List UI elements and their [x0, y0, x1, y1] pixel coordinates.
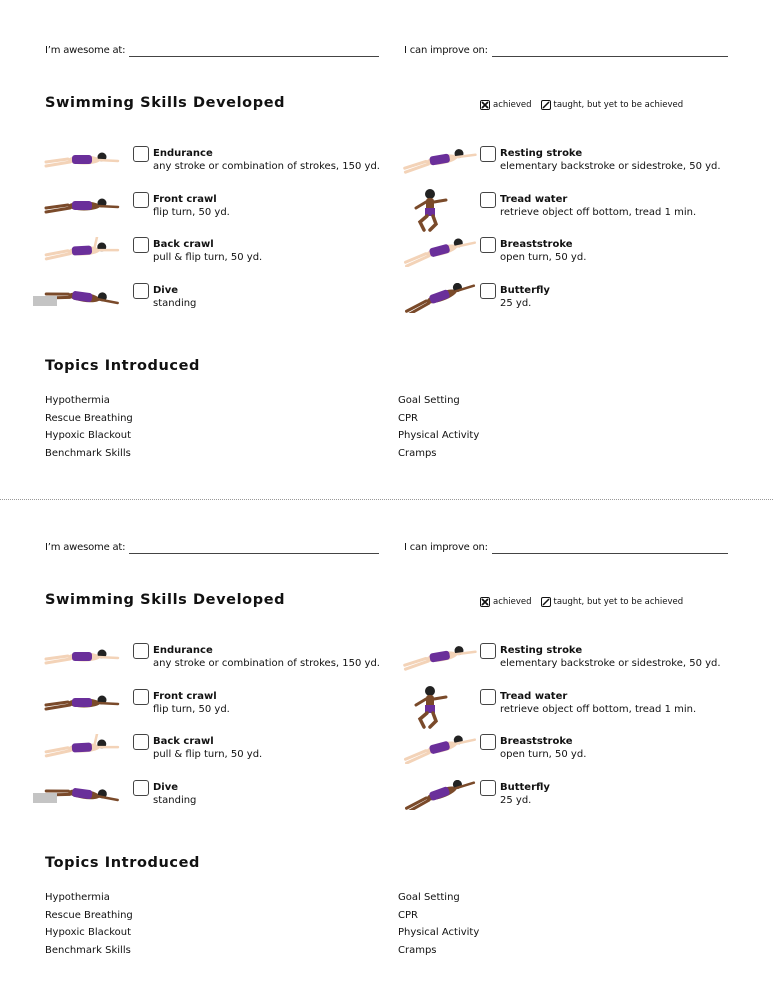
skills-heading: Swimming Skills Developed	[45, 592, 286, 608]
skill-item	[500, 239, 586, 263]
skill-checkbox[interactable]	[480, 237, 496, 253]
skill-item	[500, 645, 721, 669]
legend-achieved: achieved	[493, 597, 532, 607]
skill-item	[500, 736, 586, 760]
improve-on-field[interactable]	[492, 553, 728, 554]
topic-item: Rescue Breathing	[45, 909, 133, 921]
swimmer-freestyle-icon	[42, 146, 122, 180]
skill-checkbox[interactable]	[133, 689, 149, 705]
topic-item: Physical Activity	[398, 927, 480, 939]
skill-checkbox[interactable]	[480, 283, 496, 299]
legend-taught: taught, but yet to be achieved	[553, 100, 684, 110]
skill-description: pull & flip turn, 50 yd.	[153, 252, 263, 263]
swimmer-resting-stroke-icon	[400, 643, 480, 677]
skill-checkbox[interactable]	[480, 780, 496, 796]
topic-item: Physical Activity	[398, 430, 480, 442]
swimmer-breaststroke-icon	[400, 734, 480, 768]
topic-item: Benchmark Skills	[45, 448, 131, 460]
swimmer-back-crawl-icon	[42, 734, 122, 768]
topic-item: Hypothermia	[45, 395, 110, 406]
skill-description: 25 yd.	[500, 297, 532, 309]
topic-item: Goal Setting	[398, 892, 460, 903]
topic-item: Cramps	[398, 448, 437, 460]
skills-heading: Swimming Skills Developed	[45, 95, 286, 111]
skill-checkbox[interactable]	[133, 283, 149, 299]
skill-checkbox[interactable]	[133, 780, 149, 796]
skill-description: retrieve object off bottom, tread 1 min.	[500, 206, 697, 218]
skill-description: elementary backstroke or sidestroke, 50 yd.	[500, 658, 721, 669]
skill-name: Tread water	[500, 690, 568, 702]
topic-item: Hypoxic Blackout	[45, 430, 132, 442]
skill-checkbox[interactable]	[480, 689, 496, 705]
topic-item: CPR	[398, 909, 418, 921]
swimmer-butterfly-icon	[400, 780, 480, 814]
swimmer-freestyle-icon	[42, 643, 122, 677]
skill-name: Back crawl	[153, 736, 214, 747]
awesome-at-field[interactable]	[129, 56, 379, 57]
skill-checkbox[interactable]	[133, 643, 149, 659]
swimmer-butterfly-icon	[400, 283, 480, 317]
skill-name: Breaststroke	[500, 239, 573, 250]
skill-item	[153, 239, 262, 263]
swimmer-resting-stroke-icon	[400, 146, 480, 180]
swimmer-tread-water-icon	[400, 685, 460, 733]
swimmer-breaststroke-icon	[400, 237, 480, 271]
skill-item	[500, 782, 550, 806]
skill-description: any stroke or combination of strokes, 150 yd.	[153, 658, 380, 669]
topic-item: Cramps	[398, 945, 437, 957]
skill-name: Resting stroke	[500, 645, 583, 656]
skill-description: flip turn, 50 yd.	[153, 206, 230, 218]
skill-checkbox[interactable]	[480, 192, 496, 208]
skill-checkbox[interactable]	[480, 146, 496, 162]
skill-name: Butterfly	[500, 781, 550, 793]
skill-description: open turn, 50 yd.	[500, 749, 587, 760]
skill-name: Front crawl	[153, 193, 217, 205]
skill-item	[500, 194, 696, 218]
taught-slash-box-icon	[541, 597, 551, 607]
topic-item: Benchmark Skills	[45, 945, 131, 957]
skill-name: Butterfly	[500, 284, 550, 296]
skill-item	[500, 148, 721, 172]
skill-description: elementary backstroke or sidestroke, 50 yd.	[500, 161, 721, 172]
topic-item: Hypoxic Blackout	[45, 927, 132, 939]
awesome-at-label: I’m awesome at:	[45, 45, 126, 56]
topic-item: Goal Setting	[398, 395, 460, 406]
skill-item	[153, 691, 230, 715]
improve-on-label: I can improve on:	[404, 45, 488, 56]
progress-card	[0, 497, 773, 994]
skill-name: Breaststroke	[500, 736, 573, 747]
skill-checkbox[interactable]	[133, 146, 149, 162]
skill-description: retrieve object off bottom, tread 1 min.	[500, 703, 697, 715]
improve-on-label: I can improve on:	[404, 542, 488, 553]
swimmer-back-crawl-icon	[42, 237, 122, 271]
skill-item	[153, 736, 262, 760]
skill-name: Endurance	[153, 148, 213, 159]
topic-item: CPR	[398, 412, 418, 424]
skill-item	[153, 645, 380, 669]
skill-checkbox[interactable]	[133, 237, 149, 253]
skill-checkbox[interactable]	[133, 734, 149, 750]
skill-checkbox[interactable]	[480, 734, 496, 750]
gray-marker	[33, 793, 57, 803]
skill-name: Dive	[153, 781, 179, 793]
skill-description: standing	[153, 794, 197, 806]
skill-description: any stroke or combination of strokes, 150 yd.	[153, 161, 380, 172]
skill-name: Front crawl	[153, 690, 217, 702]
topics-heading: Topics Introduced	[45, 358, 201, 374]
skill-description: flip turn, 50 yd.	[153, 703, 230, 715]
awesome-at-field[interactable]	[129, 553, 379, 554]
topics-heading: Topics Introduced	[45, 855, 201, 871]
swimmer-front-crawl-icon	[42, 689, 122, 723]
legend-achieved: achieved	[493, 100, 532, 110]
skill-checkbox[interactable]	[133, 192, 149, 208]
skill-name: Back crawl	[153, 239, 214, 250]
skill-item	[153, 194, 230, 218]
skill-item	[500, 691, 696, 715]
topic-item: Rescue Breathing	[45, 412, 133, 424]
achieved-x-box-icon	[480, 597, 490, 607]
cut-line-divider	[0, 499, 773, 500]
swimmer-front-crawl-icon	[42, 192, 122, 226]
skill-item	[153, 148, 380, 172]
legend	[480, 100, 683, 110]
skill-description: standing	[153, 297, 197, 309]
skill-name: Tread water	[500, 193, 568, 205]
skill-description: 25 yd.	[500, 794, 532, 806]
skill-item	[153, 285, 196, 309]
skill-description: pull & flip turn, 50 yd.	[153, 749, 263, 760]
awesome-at-label: I’m awesome at:	[45, 542, 126, 553]
progress-card	[0, 0, 773, 497]
legend	[480, 597, 683, 607]
swimmer-tread-water-icon	[400, 188, 460, 236]
achieved-x-box-icon	[480, 100, 490, 110]
taught-slash-box-icon	[541, 100, 551, 110]
skill-item	[153, 782, 196, 806]
skill-name: Resting stroke	[500, 148, 583, 159]
skill-name: Dive	[153, 284, 179, 296]
skill-checkbox[interactable]	[480, 643, 496, 659]
topic-item: Hypothermia	[45, 892, 110, 903]
improve-on-field[interactable]	[492, 56, 728, 57]
gray-marker	[33, 296, 57, 306]
skill-item	[500, 285, 550, 309]
legend-taught: taught, but yet to be achieved	[553, 597, 684, 607]
skill-description: open turn, 50 yd.	[500, 252, 587, 263]
skill-name: Endurance	[153, 645, 213, 656]
